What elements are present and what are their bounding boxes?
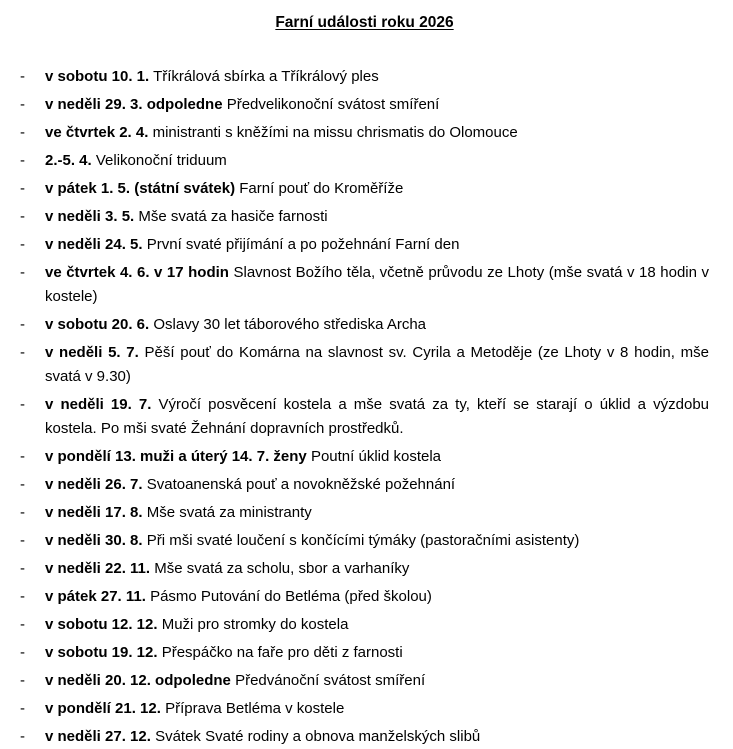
event-line xyxy=(45,93,709,117)
event-line xyxy=(45,445,709,469)
event-text: Při mši svaté loučení s končícími týmáky (pastoračními asistenty) xyxy=(146,532,580,549)
event-date: v pondělí 13. muži a úterý 14. 7. ženy xyxy=(45,448,307,465)
list-item xyxy=(20,473,709,497)
event-text: Výročí posvěcení kostela a mše svatá za ty, kteří se starají o úklid a výzdobu kostela. Po mši svaté Žehnání dopravních prostředků. xyxy=(45,396,709,437)
event-line xyxy=(45,557,709,581)
event-date: v neděli 19. 7. xyxy=(45,396,152,413)
event-line xyxy=(45,473,709,497)
event-line xyxy=(45,697,709,721)
bullet-dash: - xyxy=(20,616,25,633)
list-item xyxy=(20,669,709,693)
event-date: v neděli 27. 12. xyxy=(45,728,151,745)
list-item xyxy=(20,641,709,665)
event-line xyxy=(45,585,709,609)
event-date: v neděli 5. 7. xyxy=(45,344,139,361)
event-date: ve čtvrtek 2. 4. xyxy=(45,124,149,141)
bullet-dash: - xyxy=(20,316,25,333)
list-item xyxy=(20,613,709,637)
list-item xyxy=(20,529,709,553)
event-list xyxy=(20,65,709,749)
bullet-dash: - xyxy=(20,152,25,169)
event-date: v pátek 27. 11. xyxy=(45,588,146,605)
bullet-dash: - xyxy=(20,180,25,197)
bullet-dash: - xyxy=(20,264,25,281)
event-text: Muži pro stromky do kostela xyxy=(161,616,349,633)
bullet-dash: - xyxy=(20,208,25,225)
bullet-dash: - xyxy=(20,560,25,577)
list-item xyxy=(20,149,709,173)
event-text: Příprava Betléma v kostele xyxy=(165,700,345,717)
list-item xyxy=(20,261,709,309)
list-item xyxy=(20,93,709,117)
event-text: První svaté přijímání a po požehnání Farní den xyxy=(146,236,460,253)
bullet-dash: - xyxy=(20,504,25,521)
event-line xyxy=(45,261,709,309)
event-date: v pondělí 21. 12. xyxy=(45,700,161,717)
event-date: v sobotu 12. 12. xyxy=(45,616,158,633)
event-text: Předvelikonoční svátost smíření xyxy=(226,96,440,113)
event-line xyxy=(45,529,709,553)
event-line xyxy=(45,393,709,441)
bullet-dash: - xyxy=(20,344,25,361)
event-text: Předvánoční svátost smíření xyxy=(235,672,426,689)
bullet-dash: - xyxy=(20,644,25,661)
event-line xyxy=(45,121,709,145)
event-text: Slavnost Božího těla, včetně průvodu ze Lhoty (mše svatá v 18 hodin v kostele) xyxy=(45,264,709,305)
event-text: Přespáčko na faře pro děti z farnosti xyxy=(161,644,403,661)
event-line xyxy=(45,669,709,693)
event-date: v neděli 29. 3. odpoledne xyxy=(45,96,223,113)
event-line xyxy=(45,725,709,749)
list-item xyxy=(20,205,709,229)
event-line xyxy=(45,149,709,173)
bullet-dash: - xyxy=(20,672,25,689)
event-line xyxy=(45,313,709,337)
event-line xyxy=(45,205,709,229)
event-text: Poutní úklid kostela xyxy=(310,448,442,465)
event-date: v neděli 30. 8. xyxy=(45,532,143,549)
event-date: v neděli 17. 8. xyxy=(45,504,143,521)
bullet-dash: - xyxy=(20,532,25,549)
page-title: Farní události roku 2026 xyxy=(275,14,454,31)
event-date: v sobotu 19. 12. xyxy=(45,644,158,661)
event-text: Tříkrálová sbírka a Tříkrálový ples xyxy=(153,68,379,85)
bullet-dash: - xyxy=(20,396,25,413)
event-date: v neděli 20. 12. odpoledne xyxy=(45,672,231,689)
event-line xyxy=(45,65,709,89)
event-date: v sobotu 10. 1. xyxy=(45,68,150,85)
event-date: v neděli 22. 11. xyxy=(45,560,151,577)
event-text: Pásmo Putování do Betléma (před školou) xyxy=(150,588,432,605)
event-text: Svatoanenská pouť a novokněžské požehnání xyxy=(146,476,456,493)
event-text: Mše svatá za ministranty xyxy=(146,504,312,521)
event-date: v neděli 26. 7. xyxy=(45,476,143,493)
event-date: v neděli 3. 5. xyxy=(45,208,135,225)
event-date: ve čtvrtek 4. 6. v 17 hodin xyxy=(45,264,229,281)
bullet-dash: - xyxy=(20,448,25,465)
list-item xyxy=(20,445,709,469)
event-date: v sobotu 20. 6. xyxy=(45,316,150,333)
event-line xyxy=(45,501,709,525)
event-date: 2.-5. 4. xyxy=(45,152,92,169)
bullet-dash: - xyxy=(20,236,25,253)
list-item xyxy=(20,697,709,721)
event-line xyxy=(45,177,709,201)
bullet-dash: - xyxy=(20,700,25,717)
list-item xyxy=(20,65,709,89)
event-text: Mše svatá za scholu, sbor a varhaníky xyxy=(154,560,410,577)
list-item xyxy=(20,233,709,257)
event-line xyxy=(45,233,709,257)
list-item xyxy=(20,177,709,201)
event-date: v pátek 1. 5. (státní svátek) xyxy=(45,180,236,197)
event-text: Farní pouť do Kroměříže xyxy=(239,180,404,197)
event-line xyxy=(45,613,709,637)
list-item xyxy=(20,557,709,581)
bullet-dash: - xyxy=(20,124,25,141)
bullet-dash: - xyxy=(20,476,25,493)
list-item xyxy=(20,725,709,749)
event-text: Oslavy 30 let táborového střediska Archa xyxy=(153,316,427,333)
event-text: Mše svatá za hasiče farnosti xyxy=(138,208,328,225)
bullet-dash: - xyxy=(20,728,25,745)
event-text: Velikonoční triduum xyxy=(95,152,227,169)
list-item xyxy=(20,501,709,525)
list-item xyxy=(20,585,709,609)
event-text: Pěší pouť do Komárna na slavnost sv. Cyrila a Metoděje (ze Lhoty v 8 hodin, mše svatá v 9.30) xyxy=(45,344,709,385)
list-item xyxy=(20,121,709,145)
event-text: Svátek Svaté rodiny a obnova manželských slibů xyxy=(155,728,481,745)
list-item xyxy=(20,313,709,337)
list-item xyxy=(20,393,709,441)
bullet-dash: - xyxy=(20,96,25,113)
bullet-dash: - xyxy=(20,588,25,605)
event-line xyxy=(45,641,709,665)
bullet-dash: - xyxy=(20,68,25,85)
event-text: ministranti s kněžími na missu chrismatis do Olomouce xyxy=(152,124,518,141)
list-item xyxy=(20,341,709,389)
event-date: v neděli 24. 5. xyxy=(45,236,143,253)
event-line xyxy=(45,341,709,389)
